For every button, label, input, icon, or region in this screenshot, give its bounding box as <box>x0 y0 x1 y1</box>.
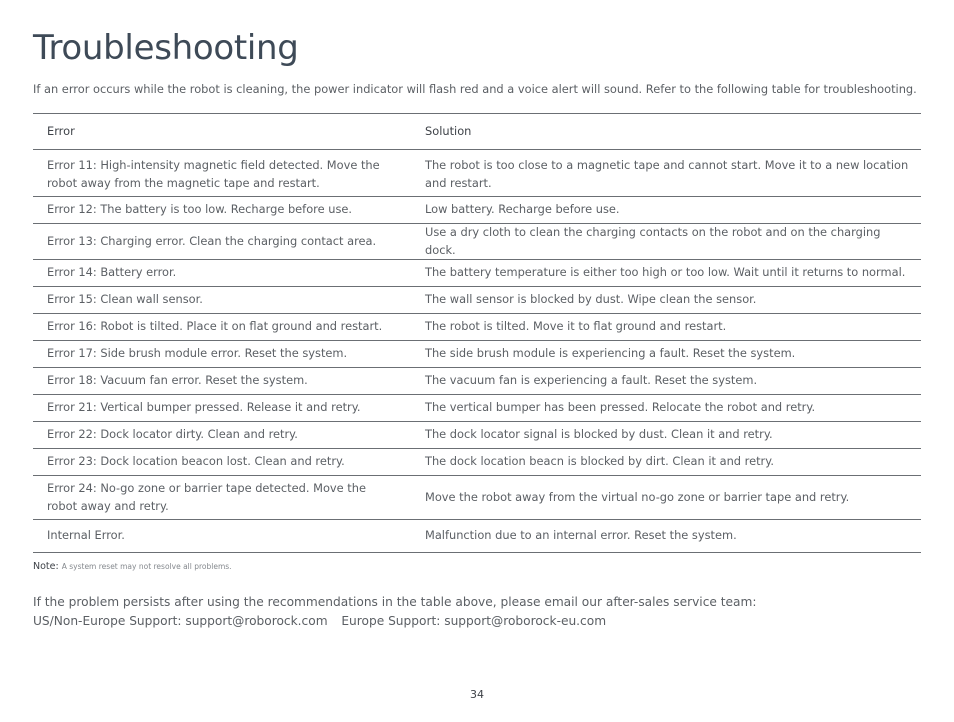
page-title: Troubleshooting <box>33 28 299 68</box>
error-cell: Error 18: Vacuum fan error. Reset the system. <box>33 368 411 395</box>
error-cell: Error 23: Dock location beacon lost. Clean and retry. <box>33 449 411 476</box>
error-cell: Error 16: Robot is tilted. Place it on flat ground and restart. <box>33 314 411 341</box>
table-row <box>33 395 921 422</box>
header-solution: Solution <box>411 114 921 150</box>
table-row <box>33 476 921 520</box>
error-cell: Error 13: Charging error. Clean the charging contact area. <box>33 224 411 260</box>
support-info <box>33 593 757 630</box>
solution-cell: The robot is tilted. Move it to flat ground and restart. <box>411 314 921 341</box>
error-cell: Error 15: Clean wall sensor. <box>33 287 411 314</box>
page-number: 34 <box>470 688 484 701</box>
solution-cell: The side brush module is experiencing a fault. Reset the system. <box>411 341 921 368</box>
solution-cell: The wall sensor is blocked by dust. Wipe clean the sensor. <box>411 287 921 314</box>
table-row <box>33 224 921 260</box>
solution-cell: Malfunction due to an internal error. Reset the system. <box>411 520 921 553</box>
solution-cell: Low battery. Recharge before use. <box>411 197 921 224</box>
error-cell: Error 21: Vertical bumper pressed. Release it and retry. <box>33 395 411 422</box>
table-row <box>33 422 921 449</box>
table-header-row <box>33 114 921 150</box>
support-intro: If the problem persists after using the recommendations in the table above, please email our after-sales service team: <box>33 595 757 609</box>
intro-text: If an error occurs while the robot is cleaning, the power indicator will flash red and a voice alert will sound. Refer to the following table for troubleshooting. <box>33 82 917 96</box>
note <box>33 561 232 572</box>
solution-cell: Use a dry cloth to clean the charging contacts on the robot and on the charging dock. <box>411 224 921 260</box>
solution-cell: The dock locator signal is blocked by dust. Clean it and retry. <box>411 422 921 449</box>
table-row <box>33 197 921 224</box>
us-support: US/Non-Europe Support: support@roborock.com <box>33 613 328 628</box>
support-contacts <box>33 612 757 631</box>
table-row <box>33 287 921 314</box>
table-row <box>33 449 921 476</box>
note-label: Note: <box>33 561 59 572</box>
header-error: Error <box>33 114 411 150</box>
error-cell: Error 14: Battery error. <box>33 260 411 287</box>
error-cell: Error 12: The battery is too low. Recharge before use. <box>33 197 411 224</box>
solution-cell: The vertical bumper has been pressed. Relocate the robot and retry. <box>411 395 921 422</box>
table-row <box>33 260 921 287</box>
table-row <box>33 314 921 341</box>
solution-cell: Move the robot away from the virtual no-go zone or barrier tape and retry. <box>411 476 921 520</box>
error-cell: Error 17: Side brush module error. Reset the system. <box>33 341 411 368</box>
eu-support: Europe Support: support@roborock-eu.com <box>341 613 607 628</box>
error-cell: Error 22: Dock locator dirty. Clean and retry. <box>33 422 411 449</box>
error-cell: Error 11: High-intensity magnetic field detected. Move the robot away from the magnetic tape and restart. <box>33 150 411 197</box>
solution-cell: The vacuum fan is experiencing a fault. Reset the system. <box>411 368 921 395</box>
table-row <box>33 368 921 395</box>
solution-cell: The battery temperature is either too high or too low. Wait until it returns to normal. <box>411 260 921 287</box>
table-row <box>33 150 921 197</box>
error-cell: Error 24: No-go zone or barrier tape detected. Move the robot away and retry. <box>33 476 411 520</box>
note-text: A system reset may not resolve all problems. <box>61 562 232 571</box>
troubleshooting-table <box>33 113 921 553</box>
error-cell: Internal Error. <box>33 520 411 553</box>
solution-cell: The robot is too close to a magnetic tape and cannot start. Move it to a new location and restart. <box>411 150 921 197</box>
solution-cell: The dock location beacn is blocked by dirt. Clean it and retry. <box>411 449 921 476</box>
table-row <box>33 341 921 368</box>
table-row <box>33 520 921 553</box>
